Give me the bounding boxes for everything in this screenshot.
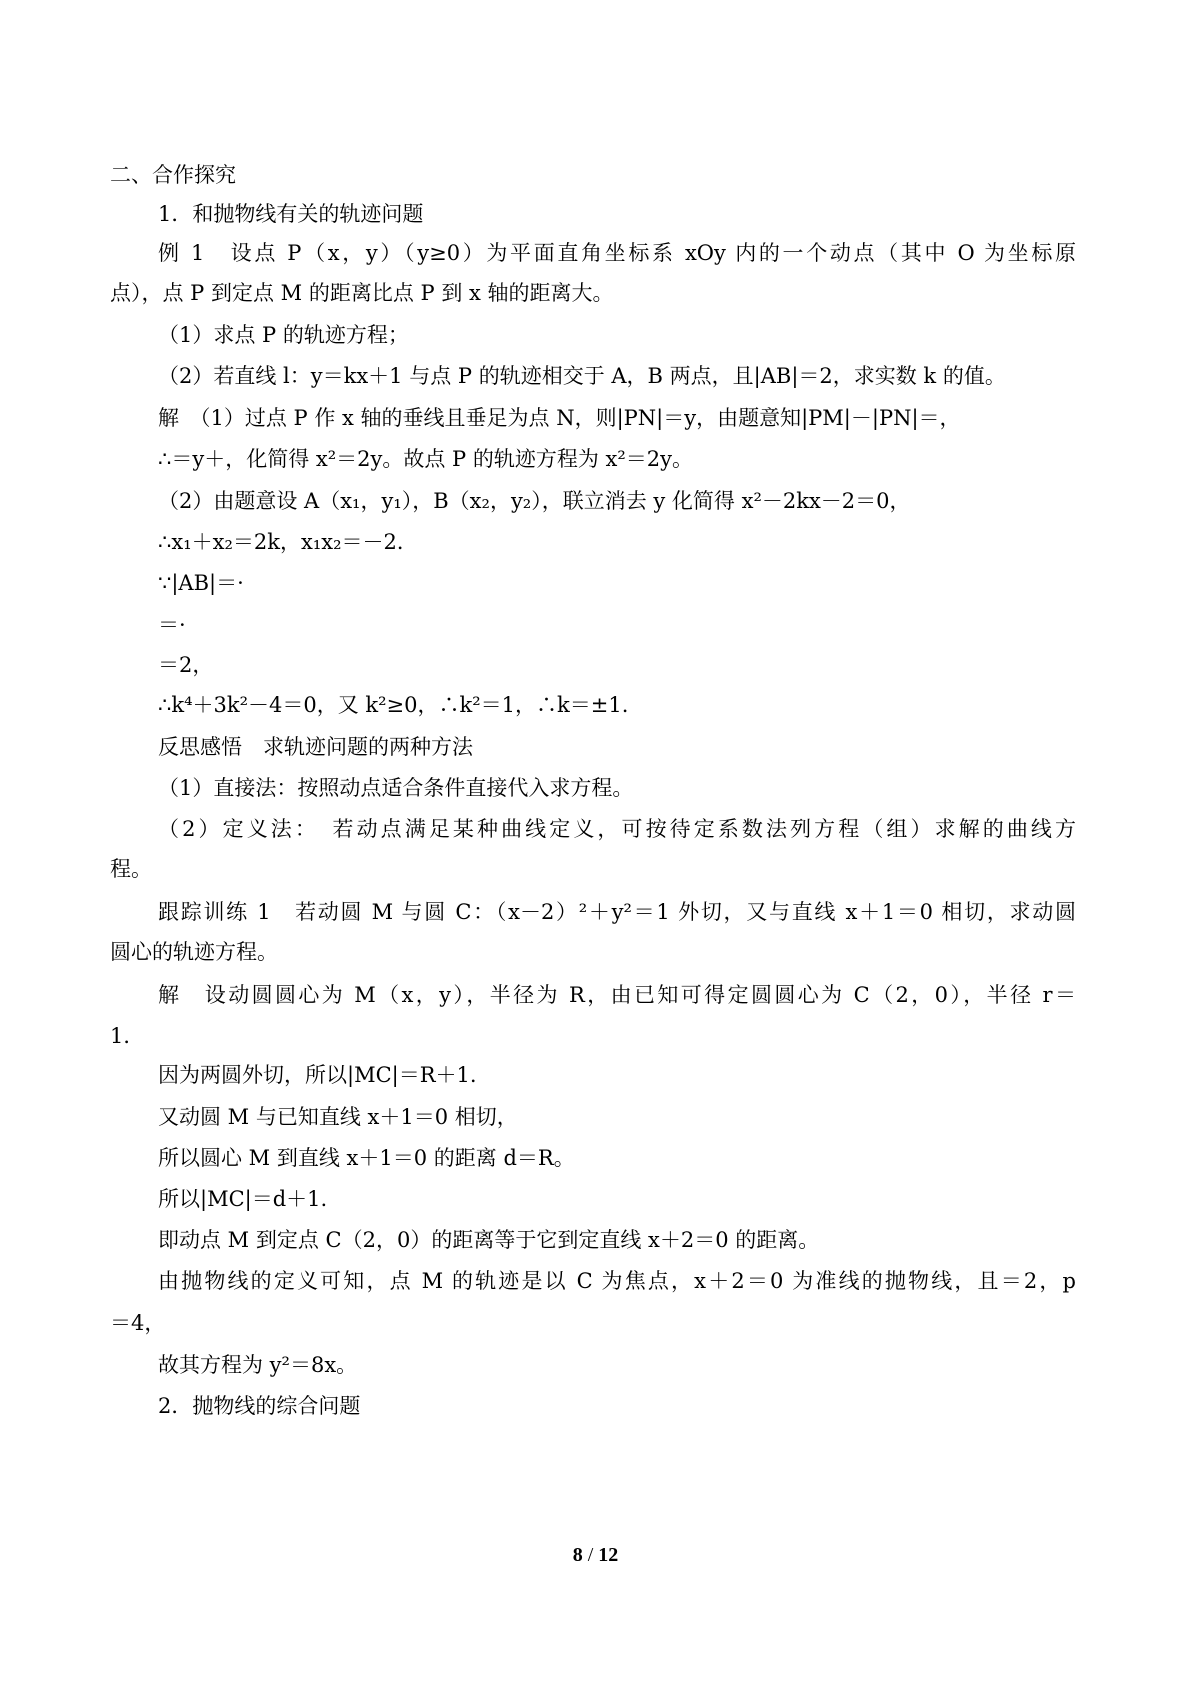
section-heading: 二、合作探究 — [110, 163, 236, 187]
example-text: 点），点 P 到定点 M 的距离比点 P 到 x 轴的距离大。 — [110, 281, 614, 305]
page-number — [0, 1542, 1191, 1568]
reflection-item: 程。 — [110, 857, 152, 881]
question-1: （1）求点 P 的轨迹方程； — [158, 323, 409, 347]
reflection-item: （2）定义法： 若动点满足某种曲线定义，可按待定系数法列方程（组）求解的曲线方 — [158, 817, 1076, 841]
question-2: （2）若直线 l：y＝kx＋1 与点 P 的轨迹相交于 A，B 两点，且|AB|＝2，求实数 k 的值。 — [158, 364, 1006, 388]
answer-line: ＝4， — [110, 1311, 166, 1335]
answer-line: 所以|MC|＝d＋1. — [158, 1187, 328, 1211]
solution-line: ∴x₁＋x₂＝2k，x₁x₂＝－2． — [158, 530, 418, 554]
solution-line: ∵|AB|＝· — [158, 571, 244, 595]
solution-line: ＝· — [158, 613, 186, 637]
answer-line: 1． — [110, 1024, 145, 1048]
solution-line: ＝2， — [158, 653, 214, 677]
subsection-heading: 2．抛物线的综合问题 — [158, 1394, 361, 1418]
answer-line: 因为两圆外切，所以|MC|＝R＋1. — [158, 1063, 477, 1087]
current-page-number: 8 — [572, 1544, 583, 1566]
exercise-text: 圆心的轨迹方程。 — [110, 940, 278, 964]
page-separator: / — [587, 1544, 594, 1566]
solution-line: ∴＝y＋，化简得 x²＝2y。故点 P 的轨迹方程为 x²＝2y。 — [158, 447, 694, 471]
answer-line: 由抛物线的定义可知，点 M 的轨迹是以 C 为焦点，x＋2＝0 为准线的抛物线，且＝2，p — [158, 1269, 1076, 1293]
answer-line: 所以圆心 M 到直线 x＋1＝0 的距离 d＝R。 — [158, 1146, 575, 1170]
solution-line: 解 （1）过点 P 作 x 轴的垂线且垂足为点 N，则|PN|＝y，由题意知|PM|－|PN|＝， — [158, 406, 961, 430]
answer-line: 又动圆 M 与已知直线 x＋1＝0 相切， — [158, 1105, 518, 1129]
solution-line: ∴k⁴＋3k²－4＝0，又 k²≥0，∴k²＝1，∴k＝±1. — [158, 693, 629, 717]
reflection-item: （1）直接法：按照动点适合条件直接代入求方程。 — [158, 776, 634, 800]
subsection-heading: 1．和抛物线有关的轨迹问题 — [158, 202, 424, 226]
reflection-heading: 反思感悟 求轨迹问题的两种方法 — [158, 735, 473, 759]
solution-line: （2）由题意设 A（x₁，y₁），B（x₂，y₂），联立消去 y 化简得 x²－2kx－2＝0， — [158, 489, 911, 513]
exercise-text: 跟踪训练 1 若动圆 M 与圆 C：（x－2）²＋y²＝1 外切，又与直线 x＋1＝0 相切，求动圆 — [158, 900, 1076, 924]
total-pages-number: 12 — [598, 1544, 619, 1566]
answer-line: 解 设动圆圆心为 M（x，y），半径为 R，由已知可得定圆圆心为 C（2，0），半径 r＝ — [158, 983, 1076, 1007]
answer-line: 故其方程为 y²＝8x。 — [158, 1353, 358, 1377]
example-text: 例 1 设点 P（x，y）（y≥0）为平面直角坐标系 xOy 内的一个动点（其中 O 为坐标原 — [158, 241, 1076, 265]
answer-line: 即动点 M 到定点 C（2，0）的距离等于它到定直线 x＋2＝0 的距离。 — [158, 1228, 820, 1252]
